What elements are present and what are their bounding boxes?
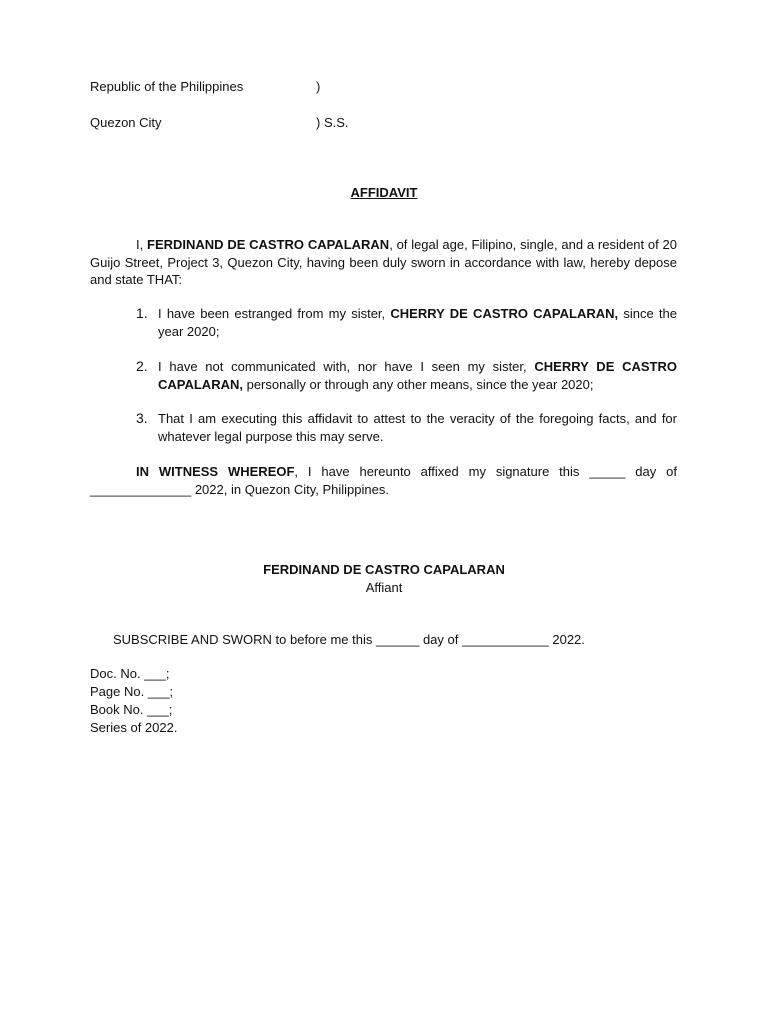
list-item: [136, 358, 677, 393]
list-item-text: [158, 410, 677, 445]
intro-post: , of legal age, Filipino, single, and a resident of 20 Guijo Street, Project 3, Quezon City, having been duly sworn in accordance with law, hereby depose and state THAT:: [90, 237, 677, 287]
list-item-number: 3.: [136, 410, 148, 426]
caption-city-bracket: ) S.S.: [316, 115, 349, 130]
caption-country: Republic of the Philippines: [90, 79, 244, 94]
list-item: [136, 410, 677, 445]
affiant-label: Affiant: [365, 580, 403, 595]
list-item-text-post: personally or through any other means, since the year 2020;: [242, 376, 594, 392]
list-item-text-bold: CHERRY DE CASTRO CAPALARAN,: [158, 359, 678, 392]
witness-heading: IN WITNESS WHEREOF: [136, 464, 295, 479]
witness-paragraph: [90, 463, 677, 498]
jurat-text: SUBSCRIBE AND SWORN to before me this ______ day of ____________ 2022.: [113, 632, 585, 647]
list-item-text-pre: I have not communicated with, nor have I seen my sister,: [158, 359, 535, 374]
list-item-text-post: since the year 2020;: [158, 306, 678, 339]
list-item-text-pre: I have been estranged from my sister,: [158, 306, 391, 321]
notarial-book-no: Book No. ___;: [90, 702, 173, 717]
intro-pre: I,: [136, 237, 147, 252]
list-item-text: [158, 305, 677, 340]
list-item-text-pre: That I am executing this affidavit to attest to the veracity of the foregoing facts, and for whatever legal purpose this may serve.: [158, 411, 677, 444]
notarial-page-no: Page No. ___;: [90, 684, 174, 699]
list-item-number: 1.: [136, 305, 148, 321]
caption-country-bracket: ): [316, 79, 321, 94]
list-item-text: [158, 358, 677, 393]
notarial-doc-label: Doc. No.: [90, 666, 145, 681]
intro-affiant-name: FERDINAND DE CASTRO CAPALARAN: [147, 237, 390, 252]
notarial-series: Series of 2022.: [90, 720, 178, 735]
document-title: AFFIDAVIT: [350, 185, 418, 200]
notarial-doc-blank: ___;: [144, 666, 170, 681]
list-item-text-bold: CHERRY DE CASTRO CAPALARAN,: [390, 306, 619, 321]
list-item: [136, 305, 677, 340]
intro-paragraph: [90, 236, 677, 289]
caption-city: Quezon City: [90, 115, 162, 130]
witness-text: , I have hereunto affixed my signature this _____ day of ______________ 2022, in Quezon City, Philippines.: [90, 464, 677, 497]
notarial-doc-no: [90, 665, 170, 683]
list-item-number: 2.: [136, 358, 148, 374]
affiant-name: FERDINAND DE CASTRO CAPALARAN: [263, 562, 505, 577]
